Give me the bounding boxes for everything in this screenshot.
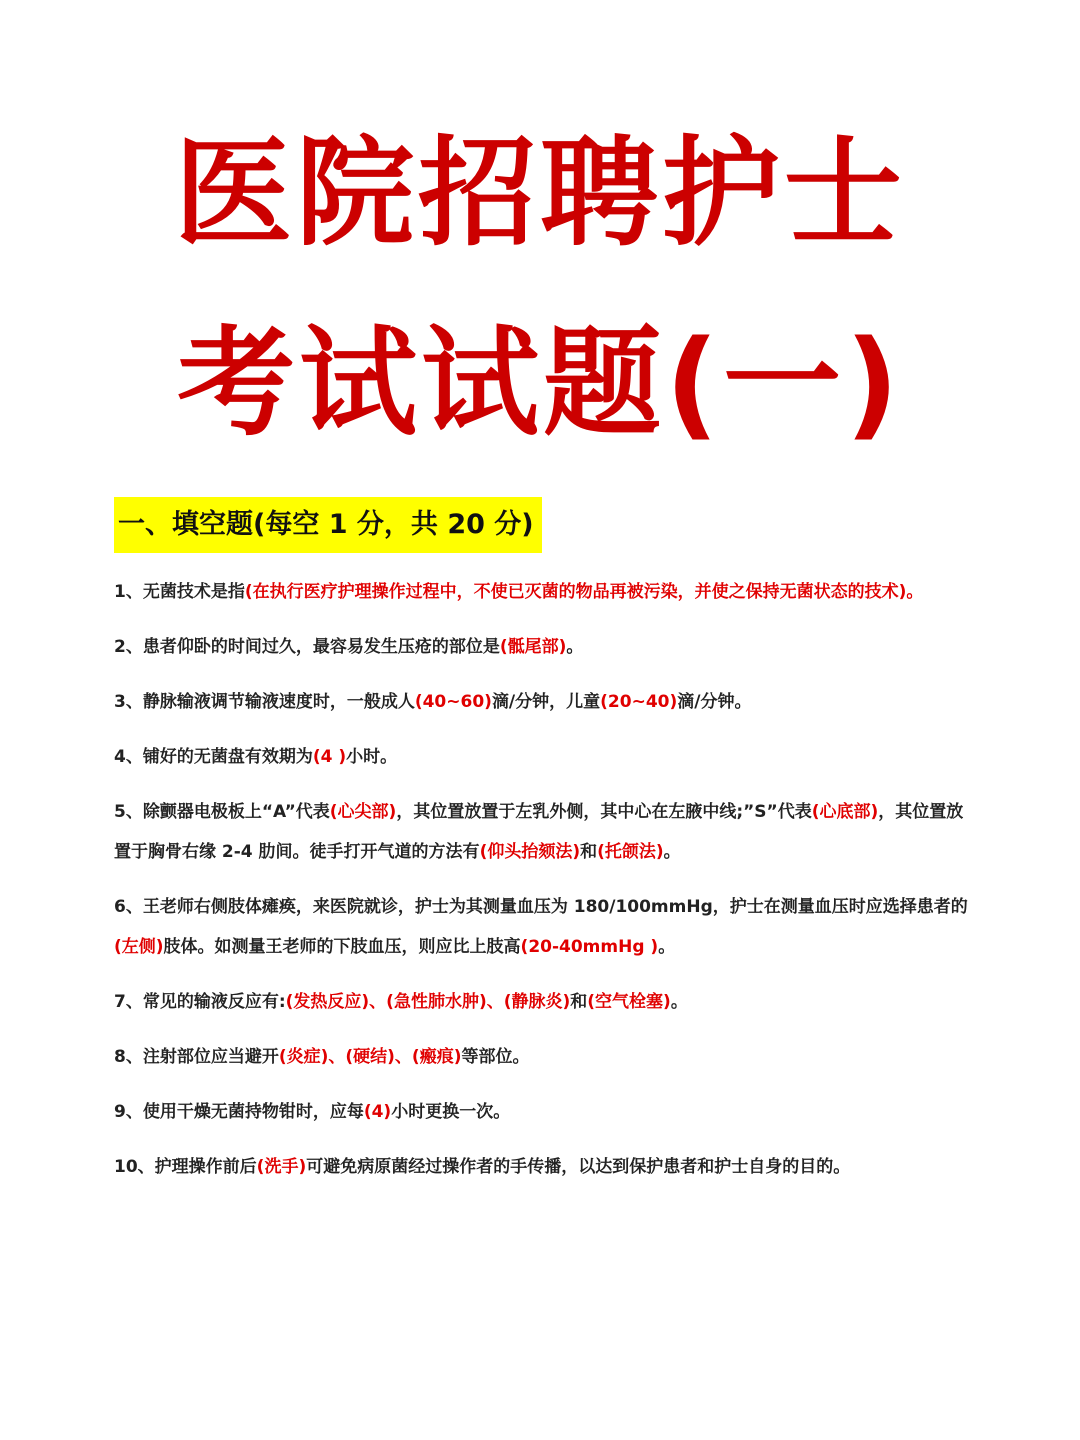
question-item bbox=[114, 982, 974, 1022]
answer-text: (洗手) bbox=[256, 1157, 307, 1177]
question-text: 和 bbox=[580, 842, 598, 862]
answer-text: (4 ) bbox=[312, 747, 347, 767]
question-item bbox=[114, 1147, 974, 1187]
question-text: 。 bbox=[658, 937, 676, 957]
question-item bbox=[114, 737, 974, 777]
question-text: 滴/分钟，儿童 bbox=[491, 692, 601, 712]
answer-text: (20~40) bbox=[600, 692, 678, 712]
question-text: ，其位置放置于左乳外侧，其中心在左腋中线;”S”代表 bbox=[396, 802, 812, 822]
question-text: 7、常见的输液反应有: bbox=[114, 992, 286, 1012]
answer-text: (在执行医疗护理操作过程中，不使已灭菌的物品再被污染，并使之保持无菌状态的技术)。 bbox=[244, 582, 924, 602]
question-text: ，其位置放置于胸骨右缘 2-4 肋间。徒手打开气道的方法有 bbox=[114, 802, 964, 862]
answer-text: (骶尾部) bbox=[499, 637, 567, 657]
question-text: 。 bbox=[566, 637, 584, 657]
question-text: 2、患者仰卧的时间过久，最容易发生压疮的部位是 bbox=[114, 637, 500, 657]
question-item bbox=[114, 572, 974, 612]
page-title-line-1: 医院招聘护士 bbox=[173, 124, 906, 262]
answer-text: (空气栓塞) bbox=[587, 992, 671, 1012]
question-text: 8、注射部位应当避开 bbox=[114, 1047, 279, 1067]
question-text: 和 bbox=[570, 992, 588, 1012]
page-title-line-2: 考试试题(一) bbox=[177, 314, 903, 452]
answer-text: (4) bbox=[363, 1102, 392, 1122]
question-item bbox=[114, 627, 974, 667]
answer-text: (仰头抬颏法) bbox=[479, 842, 581, 862]
answer-text: (心底部) bbox=[811, 802, 879, 822]
question-item bbox=[114, 792, 974, 872]
question-text: 。 bbox=[663, 842, 681, 862]
question-text: 。 bbox=[670, 992, 688, 1012]
question-text: 可避免病原菌经过操作者的手传播，以达到保护患者和护士自身的目的。 bbox=[306, 1157, 851, 1177]
question-text: 肢体。如测量王老师的下肢血压，则应比上肢高 bbox=[163, 937, 521, 957]
question-item bbox=[114, 1037, 974, 1077]
question-text: 9、使用干燥无菌持物钳时，应每 bbox=[114, 1102, 364, 1122]
question-text: 1、无菌技术是指 bbox=[114, 582, 245, 602]
question-item bbox=[114, 682, 974, 722]
question-list bbox=[114, 572, 974, 1202]
question-text: 3、静脉输液调节输液速度时，一般成人 bbox=[114, 692, 415, 712]
answer-text: (20-40mmHg ) bbox=[520, 937, 659, 957]
answer-text: (40~60) bbox=[414, 692, 492, 712]
question-text: 滴/分钟。 bbox=[677, 692, 752, 712]
question-text: 等部位。 bbox=[461, 1047, 530, 1067]
answer-text: (左侧) bbox=[114, 937, 164, 957]
section-heading: 一、填空题(每空 1 分，共 20 分) bbox=[114, 497, 542, 553]
question-text: 10、护理操作前后 bbox=[114, 1157, 257, 1177]
answer-text: (炎症)、(硬结)、(瘢痕) bbox=[278, 1047, 462, 1067]
question-item bbox=[114, 1092, 974, 1132]
question-text: 5、除颤器电极板上“A”代表 bbox=[114, 802, 330, 822]
answer-text: (发热反应)、(急性肺水肿)、(静脉炎) bbox=[285, 992, 571, 1012]
question-text: 小时更换一次。 bbox=[391, 1102, 511, 1122]
question-text: 6、王老师右侧肢体瘫痪，来医院就诊，护士为其测量血压为 180/100mmHg，护士在测量血压时应选择患者的 bbox=[114, 897, 968, 917]
answer-text: (心尖部) bbox=[329, 802, 397, 822]
question-item bbox=[114, 887, 974, 967]
question-text: 小时。 bbox=[346, 747, 398, 767]
question-text: 4、铺好的无菌盘有效期为 bbox=[114, 747, 313, 767]
answer-text: (托颌法) bbox=[597, 842, 664, 862]
